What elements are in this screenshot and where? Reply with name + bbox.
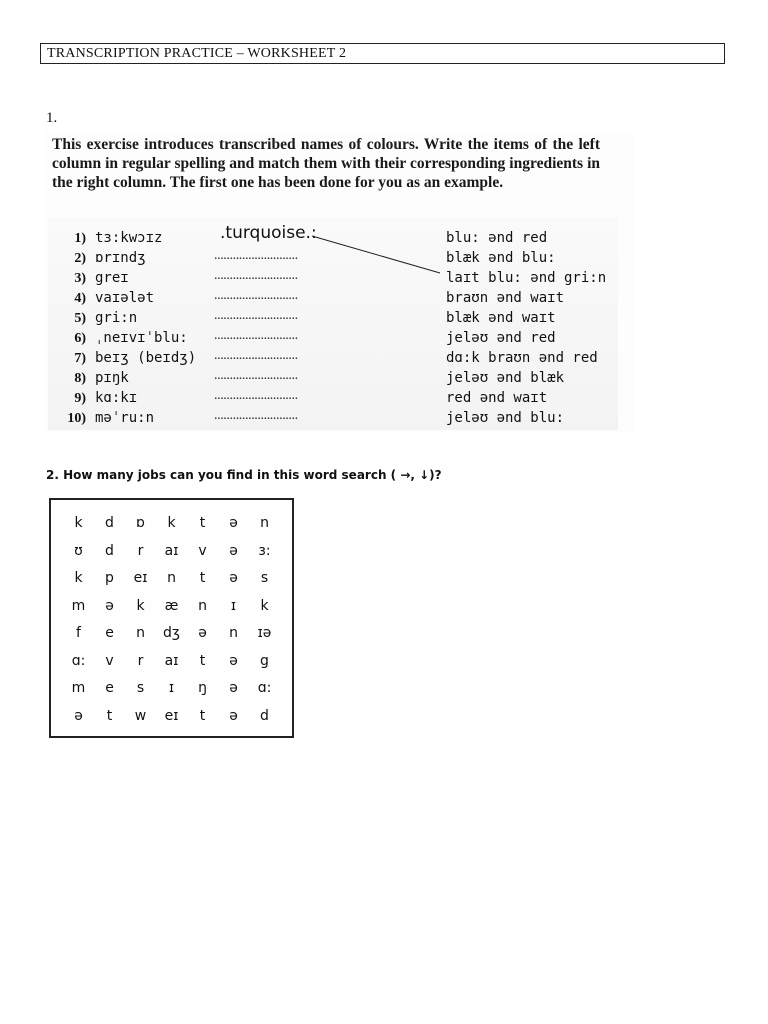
grid-cell[interactable]: ə [229, 515, 238, 531]
grid-cell[interactable]: ə [229, 680, 238, 696]
grid-cell[interactable]: k [260, 597, 269, 614]
ipa-word: məˈru:n [95, 410, 155, 426]
colour-ingredients: red ənd waɪt [446, 390, 548, 406]
grid-cell[interactable]: ɪə [257, 625, 272, 641]
item-number: 3) [74, 271, 86, 286]
item-number: 5) [74, 311, 86, 326]
item-number: 9) [74, 391, 86, 406]
answer-blank[interactable]: ........................... [214, 368, 298, 383]
ipa-word: tɜ:kwɔɪz [95, 230, 163, 246]
grid-cell[interactable]: n [260, 515, 269, 531]
ipa-word: pɪŋk [95, 370, 129, 386]
ipa-word: beɪʒ (beɪdʒ) [95, 350, 197, 366]
grid-cell[interactable]: aɪ [164, 652, 179, 669]
grid-cell[interactable]: v [198, 542, 207, 559]
grid-cell[interactable]: ə [74, 707, 83, 724]
grid-cell[interactable]: ɑ: [71, 652, 86, 669]
answer-blank[interactable]: ........................... [214, 288, 298, 303]
item-number: 2) [74, 251, 86, 266]
answer-blank[interactable]: ........................... [214, 348, 298, 363]
grid-cell[interactable]: v [105, 652, 114, 669]
answer-blank[interactable]: ........................... [214, 308, 298, 323]
ipa-word: gri:n [95, 310, 138, 326]
grid-cell[interactable]: ə [229, 707, 238, 724]
item-number: 1) [74, 231, 86, 246]
grid-cell[interactable]: dʒ [163, 625, 180, 641]
example-match-line [44, 132, 634, 432]
grid-cell[interactable]: ə [229, 570, 238, 586]
grid-cell[interactable]: ə [229, 652, 238, 669]
grid-cell[interactable]: ə [198, 625, 207, 641]
item-number: 8) [74, 371, 86, 386]
grid-cell[interactable]: n [229, 625, 238, 641]
ipa-word: ˌneɪvɪˈblu: [95, 330, 188, 346]
grid-cell[interactable]: ŋ [198, 680, 207, 696]
item-number: 4) [74, 291, 86, 306]
grid-cell[interactable]: r [137, 542, 144, 559]
answer-blank[interactable]: ........................... [214, 268, 298, 283]
grid-cell[interactable]: d [105, 515, 114, 531]
grid-cell[interactable]: w [134, 707, 147, 724]
word-search-grid [63, 510, 280, 730]
colour-ingredients: blu: ənd red [446, 230, 548, 246]
colour-ingredients: braʊn ənd waɪt [446, 290, 565, 306]
exercise-1-number: 1. [46, 110, 58, 126]
colour-ingredients: jeləʊ ənd blu: [446, 410, 565, 426]
grid-cell[interactable]: n [198, 597, 207, 614]
grid-cell[interactable]: g [260, 652, 269, 669]
grid-cell[interactable]: e [105, 625, 114, 641]
exercise-1-scan [44, 132, 634, 432]
grid-cell[interactable]: k [74, 570, 83, 586]
word-search-box [49, 498, 294, 738]
colour-ingredients: blæk ənd blu: [446, 250, 556, 266]
grid-cell[interactable]: ə [105, 597, 114, 614]
grid-cell[interactable]: eɪ [164, 707, 179, 724]
grid-cell[interactable]: s [136, 680, 145, 696]
ipa-word: vaɪələt [95, 290, 155, 306]
worksheet-title: TRANSCRIPTION PRACTICE – WORKSHEET 2 [40, 43, 725, 64]
item-number: 10) [67, 411, 86, 426]
grid-cell[interactable]: f [76, 625, 81, 641]
ipa-word: kɑ:kɪ [95, 390, 138, 406]
example-answer: .turquoise.: [220, 223, 317, 243]
grid-cell[interactable]: n [136, 625, 145, 641]
grid-cell[interactable]: ɪ [168, 680, 175, 696]
grid-cell[interactable]: m [71, 680, 86, 696]
answer-blank[interactable]: ........................... [214, 388, 298, 403]
grid-cell[interactable]: t [199, 652, 206, 669]
grid-cell[interactable]: s [260, 570, 269, 586]
grid-cell[interactable]: e [105, 680, 114, 696]
answer-blank[interactable]: ........................... [214, 328, 298, 343]
grid-cell[interactable]: t [106, 707, 113, 724]
grid-cell[interactable]: k [167, 515, 176, 531]
grid-cell[interactable]: r [137, 652, 144, 669]
exercise-1-instructions: This exercise introduces transcribed names of colours. Write the items of the left column in regular spelling and match them with their corresponding ingredients in the right column. The first one has been done for you as an example. [52, 136, 600, 191]
ipa-word: ɒrɪndʒ [95, 250, 146, 266]
ipa-word: greɪ [95, 270, 129, 286]
grid-cell[interactable]: ɑ: [257, 680, 272, 696]
grid-cell[interactable]: aɪ [164, 542, 179, 559]
answer-blank[interactable]: ........................... [214, 248, 298, 263]
grid-cell[interactable]: n [167, 570, 176, 586]
colour-ingredients: jeləʊ ənd red [446, 330, 556, 346]
answer-blank[interactable]: ........................... [214, 408, 298, 423]
grid-cell[interactable]: ə [229, 542, 238, 559]
grid-cell[interactable]: m [71, 597, 86, 614]
grid-cell[interactable]: ɜ: [258, 542, 271, 559]
colour-ingredients: laɪt blu: ənd gri:n [446, 270, 607, 286]
item-number: 6) [74, 331, 86, 346]
grid-cell[interactable]: d [105, 542, 114, 559]
grid-cell[interactable]: t [199, 707, 206, 724]
grid-cell[interactable]: k [136, 597, 145, 614]
grid-cell[interactable]: eɪ [133, 570, 148, 586]
grid-cell[interactable]: k [74, 515, 83, 531]
colour-ingredients: jeləʊ ənd blæk [446, 370, 565, 386]
grid-cell[interactable]: p [105, 570, 114, 586]
grid-cell[interactable]: ɪ [230, 597, 237, 614]
grid-cell[interactable]: t [199, 515, 206, 531]
colour-ingredients: blæk ənd waɪt [446, 310, 556, 326]
grid-cell[interactable]: æ [164, 597, 179, 614]
grid-cell[interactable]: t [199, 570, 206, 586]
item-number: 7) [74, 351, 86, 366]
grid-cell[interactable]: d [260, 707, 269, 724]
colour-ingredients: dɑ:k braʊn ənd red [446, 350, 598, 366]
grid-cell[interactable]: ʊ [74, 542, 83, 559]
grid-cell[interactable]: ɒ [136, 515, 145, 531]
exercise-2-question: 2. How many jobs can you find in this word search ( →, ↓)? [46, 468, 442, 482]
